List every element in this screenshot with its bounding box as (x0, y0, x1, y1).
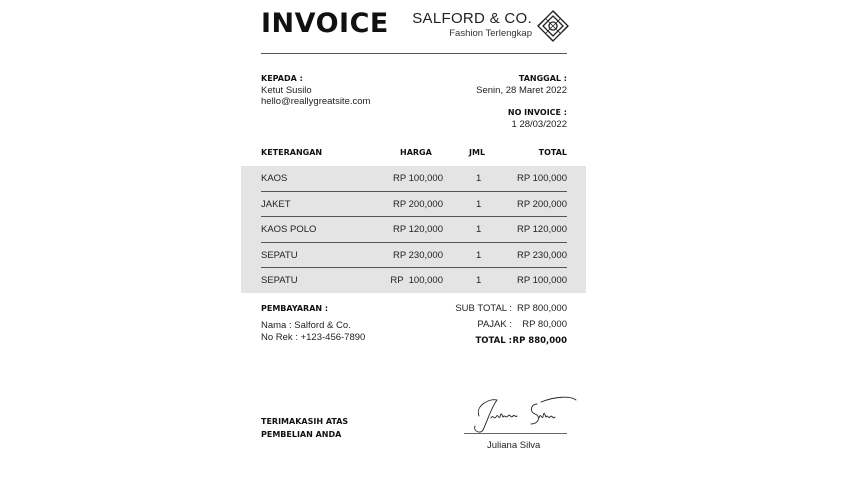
thanks-line-1: TERIMAKASIH ATAS (261, 417, 349, 426)
subtotal-value: RP 800,000 (516, 303, 567, 314)
column-header-price: HARGA (400, 148, 432, 157)
item-price: RP 230,000 (392, 249, 443, 261)
subtotal-label: SUB TOTAL : (455, 303, 512, 314)
payment-label: PEMBAYARAN : (261, 304, 329, 313)
signer-name: Juliana Silva (487, 440, 541, 451)
item-qty: 1 (476, 224, 482, 235)
table-row (236, 166, 592, 192)
customer-label: KEPADA : (261, 74, 303, 83)
item-qty: 1 (476, 275, 482, 286)
item-total: RP 200,000 (516, 198, 567, 210)
item-price: RP 100,000 (390, 275, 443, 286)
payment-account: No Rek : +123-456-7890 (261, 332, 366, 343)
item-price: RP 100,000 (392, 173, 443, 184)
diamond-knot-logo-icon (536, 9, 570, 43)
table-row (236, 217, 592, 243)
column-header-total: TOTAL (538, 148, 567, 157)
date-value: Senin, 28 Maret 2022 (476, 85, 567, 96)
item-description: KAOS POLO (261, 224, 317, 235)
table-row (236, 268, 592, 294)
item-total: RP 100,000 (516, 173, 567, 184)
item-description: JAKET (261, 198, 291, 210)
item-price: RP 120,000 (392, 224, 443, 235)
item-total: RP 120,000 (516, 224, 567, 235)
company-tagline: Fashion Terlengkap (449, 28, 532, 39)
item-price: RP 200,000 (392, 198, 443, 210)
payment-name: Nama : Salford & Co. (261, 320, 351, 331)
table-row (236, 243, 592, 269)
invoice-number-value: 1 28/03/2022 (511, 119, 567, 130)
header-divider (261, 53, 567, 54)
item-qty: 1 (476, 249, 482, 261)
item-description: KAOS (261, 173, 288, 184)
table-row (236, 192, 592, 218)
date-label: TANGGAL : (518, 74, 567, 83)
invoice-title: INVOICE (261, 8, 389, 39)
signature-image (461, 392, 581, 434)
total-value: RP 880,000 (512, 336, 567, 346)
item-description: SEPATU (261, 275, 298, 286)
customer-email: hello@reallygreatsite.com (261, 96, 371, 107)
invoice-page (236, 0, 592, 480)
column-header-description: KETERANGAN (261, 148, 323, 157)
tax-value: RP 80,000 (522, 319, 567, 330)
item-total: RP 100,000 (516, 275, 567, 286)
total-label: TOTAL : (475, 336, 512, 346)
item-qty: 1 (476, 173, 482, 184)
item-qty: 1 (476, 198, 482, 210)
item-total: RP 230,000 (516, 249, 567, 261)
column-header-qty: JML (469, 148, 486, 157)
signature-line (464, 433, 567, 434)
item-description: SEPATU (261, 249, 298, 261)
thanks-line-2: PEMBELIAN ANDA (261, 430, 342, 439)
tax-label: PAJAK : (477, 319, 512, 330)
invoice-number-label: NO INVOICE : (507, 108, 567, 117)
customer-name: Ketut Susilo (261, 85, 312, 96)
company-name: SALFORD & CO. (412, 10, 532, 27)
